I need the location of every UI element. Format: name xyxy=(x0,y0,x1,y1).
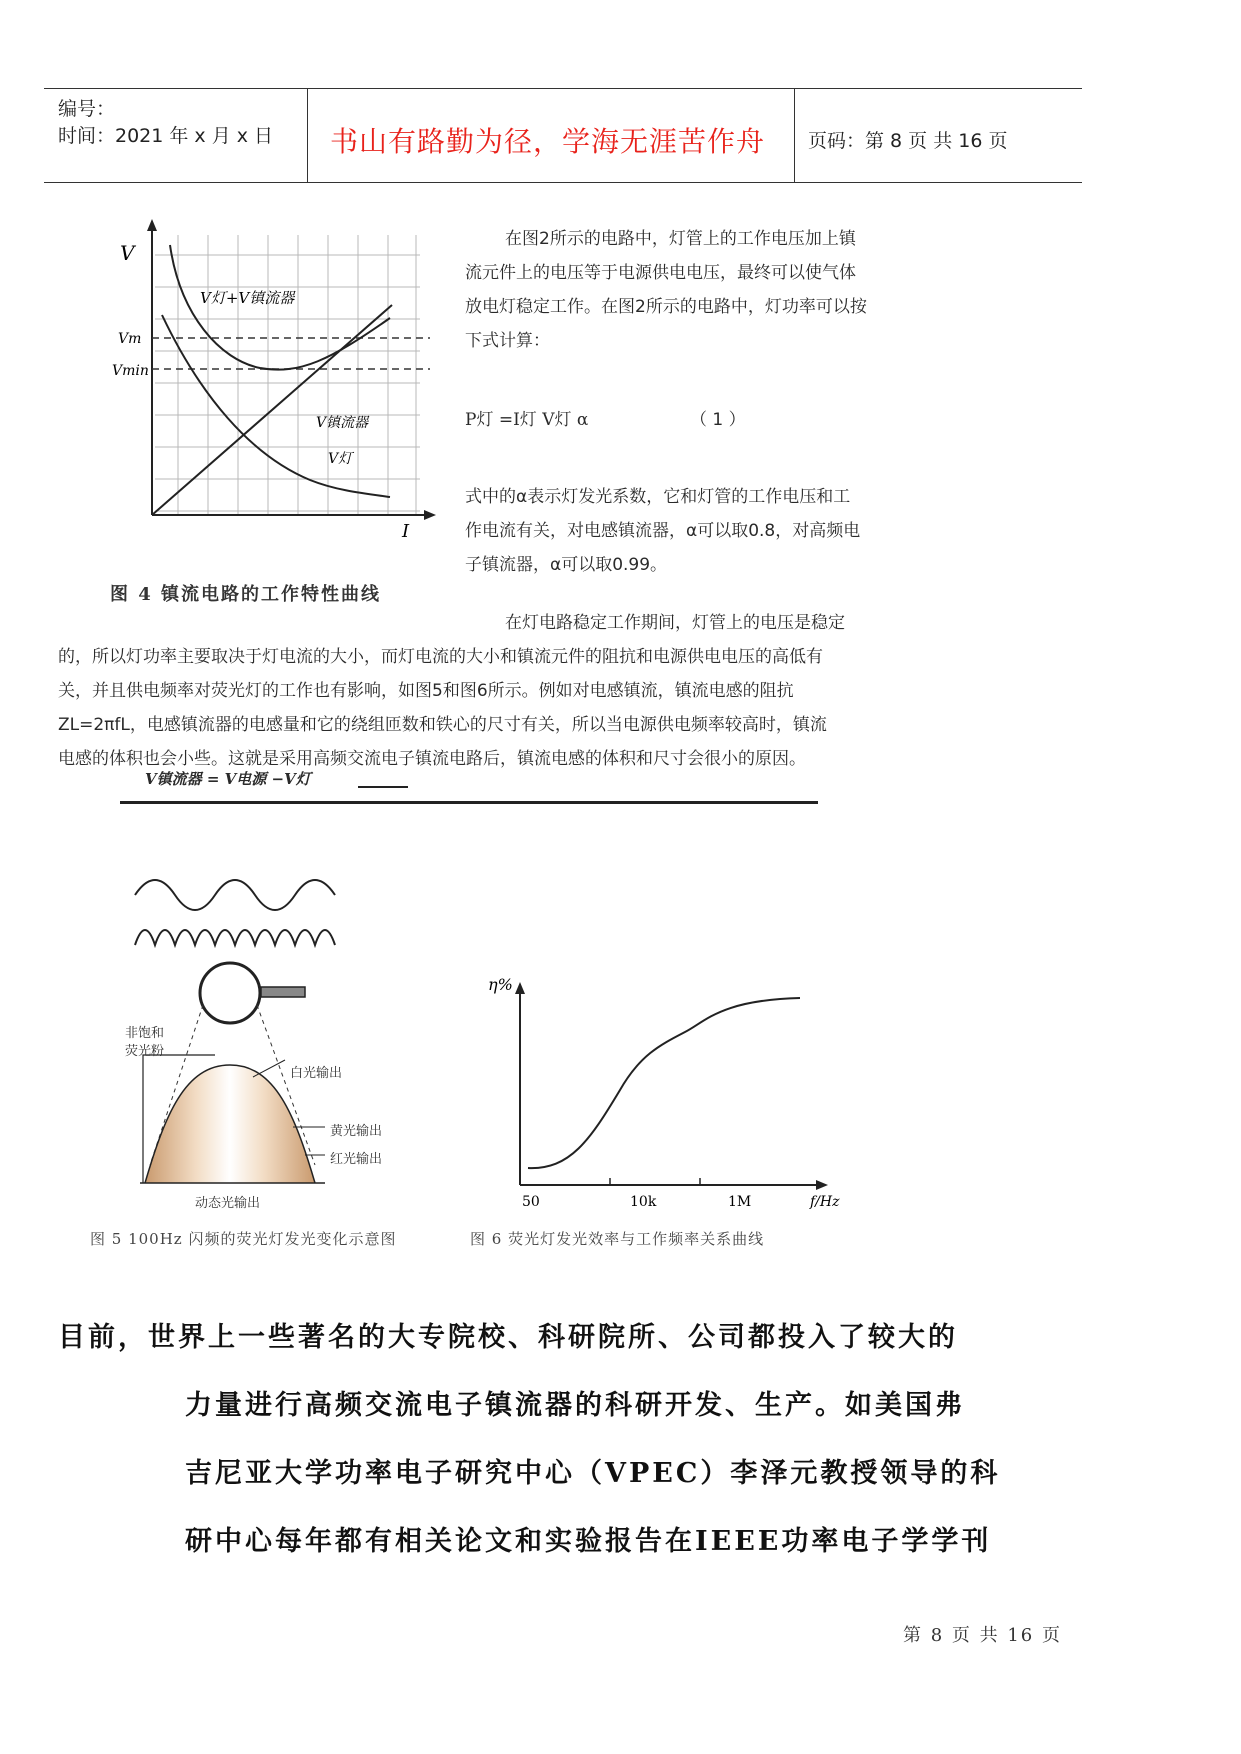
figure4-x-label: I xyxy=(402,521,410,542)
figure6-caption: 图 6 荧光灯发光效率与工作频率关系曲线 xyxy=(470,1230,765,1248)
figure4-lamp-label: V灯 xyxy=(328,451,353,467)
fig5-label-powder1: 非饱和 xyxy=(125,1026,165,1041)
body-line1: 目前，世界上一些著名的大专院校、科研院所、公司都投入了较大的 xyxy=(58,1322,958,1353)
figure6-graph xyxy=(480,970,840,1210)
equation-rule xyxy=(358,786,408,788)
figure6-tick-10k: 10k xyxy=(630,1194,657,1210)
figure5-caption: 图 5 100Hz 闪频的荧光灯发光变化示意图 xyxy=(90,1230,397,1248)
figure6-y-label: η% xyxy=(488,975,513,994)
right-text-line1: 在图2所示的电路中，灯管上的工作电压加上镇 xyxy=(505,229,856,249)
section-divider xyxy=(120,801,818,804)
fig5-label-white: 白光输出 xyxy=(290,1066,343,1081)
alpha-text-line3: 子镇流器，α可以取0.99。 xyxy=(465,555,668,575)
figure6-x-label: f/Hz xyxy=(810,1194,840,1210)
figure4-vmin-label: Vmin xyxy=(112,363,149,379)
fig5-label-powder2: 荧光粉 xyxy=(125,1044,165,1059)
figure6-tick-50: 50 xyxy=(522,1194,540,1210)
figure4-graph xyxy=(110,215,440,555)
wide-text-line3: 关，并且供电频率对荧光灯的工作也有影响，如图5和图6所示。例如对电感镇流，镇流电感的阻抗 xyxy=(58,681,794,701)
fig5-label-red: 红光输出 xyxy=(330,1152,383,1167)
power-formula: P灯 =I灯 V灯 α xyxy=(465,410,589,430)
header-bottom-rule xyxy=(44,182,1082,183)
right-text-line4: 下式计算： xyxy=(465,331,550,351)
efficiency-curve xyxy=(528,998,800,1168)
header-motto: 书山有路勤为径，学海无涯苦作舟 xyxy=(330,125,766,158)
wide-text-line4: ZL=2πfL，电感镇流器的电感量和它的绕组匝数和铁心的尺寸有关，所以当电源供电频率较高时，镇流 xyxy=(58,715,827,735)
figure4-sum-label: V灯+V镇流器 xyxy=(200,289,295,307)
magnifier-icon xyxy=(200,963,260,1023)
document-number-label: 编号： xyxy=(58,98,116,120)
header-divider-left xyxy=(307,88,308,182)
body-line2: 力量进行高频交流电子镇流器的科研开发、生产。如美国弗 xyxy=(185,1390,965,1421)
header-page-label: 页码：第 8 页 共 16 页 xyxy=(808,130,1008,152)
figure4-ballast-curve xyxy=(152,305,392,515)
figure4-y-label: V xyxy=(120,241,135,265)
alpha-text-line2: 作电流有关，对电感镇流器，α可以取0.8，对高频电 xyxy=(465,521,861,541)
figure4-vm-label: Vm xyxy=(118,331,142,347)
wide-text-line2: 的，所以灯功率主要取决于灯电流的大小，而灯电流的大小和镇流元件的阻抗和电源供电电压的高低有 xyxy=(58,647,823,667)
right-text-line3: 放电灯稳定工作。在图2所示的电路中，灯功率可以按 xyxy=(465,297,867,317)
header-top-rule xyxy=(44,88,1082,89)
figure4-ballast-label: V镇流器 xyxy=(316,415,369,431)
wide-text-line5: 电感的体积也会小些。这就是采用高频交流电子镇流电路后，镇流电感的体积和尺寸会很小的原因。 xyxy=(58,749,806,769)
fig5-label-yellow: 黄光输出 xyxy=(330,1124,383,1139)
formula-number: （ 1 ） xyxy=(690,410,746,430)
header-divider-right xyxy=(794,88,795,182)
ballast-voltage-equation: V镇流器 = V电源 −V灯 xyxy=(145,770,311,788)
body-line4: 研中心每年都有相关论文和实验报告在IEEE功率电子学学刊 xyxy=(185,1526,992,1557)
footer-page-number: 第 8 页 共 16 页 xyxy=(903,1625,1062,1646)
document-time-label: 时间：2021 年 x 月 x 日 xyxy=(58,125,274,147)
figure6-tick-1m: 1M xyxy=(728,1194,752,1210)
fig5-label-dynamic: 动态光输出 xyxy=(195,1196,261,1211)
right-text-line2: 流元件上的电压等于电源供电电压，最终可以使气体 xyxy=(465,263,856,283)
wide-text-line1: 在灯电路稳定工作期间，灯管上的电压是稳定 xyxy=(505,613,845,633)
figure4-caption: 图 4 镇流电路的工作特性曲线 xyxy=(110,584,382,605)
rectified-wave xyxy=(135,930,335,945)
alpha-text-line1: 式中的α表示灯发光系数，它和灯管的工作电压和工 xyxy=(465,487,851,507)
ac-sine-wave xyxy=(135,880,335,910)
body-line3: 吉尼亚大学功率电子研究中心（VPEC）李泽元教授领导的科 xyxy=(185,1458,1001,1489)
